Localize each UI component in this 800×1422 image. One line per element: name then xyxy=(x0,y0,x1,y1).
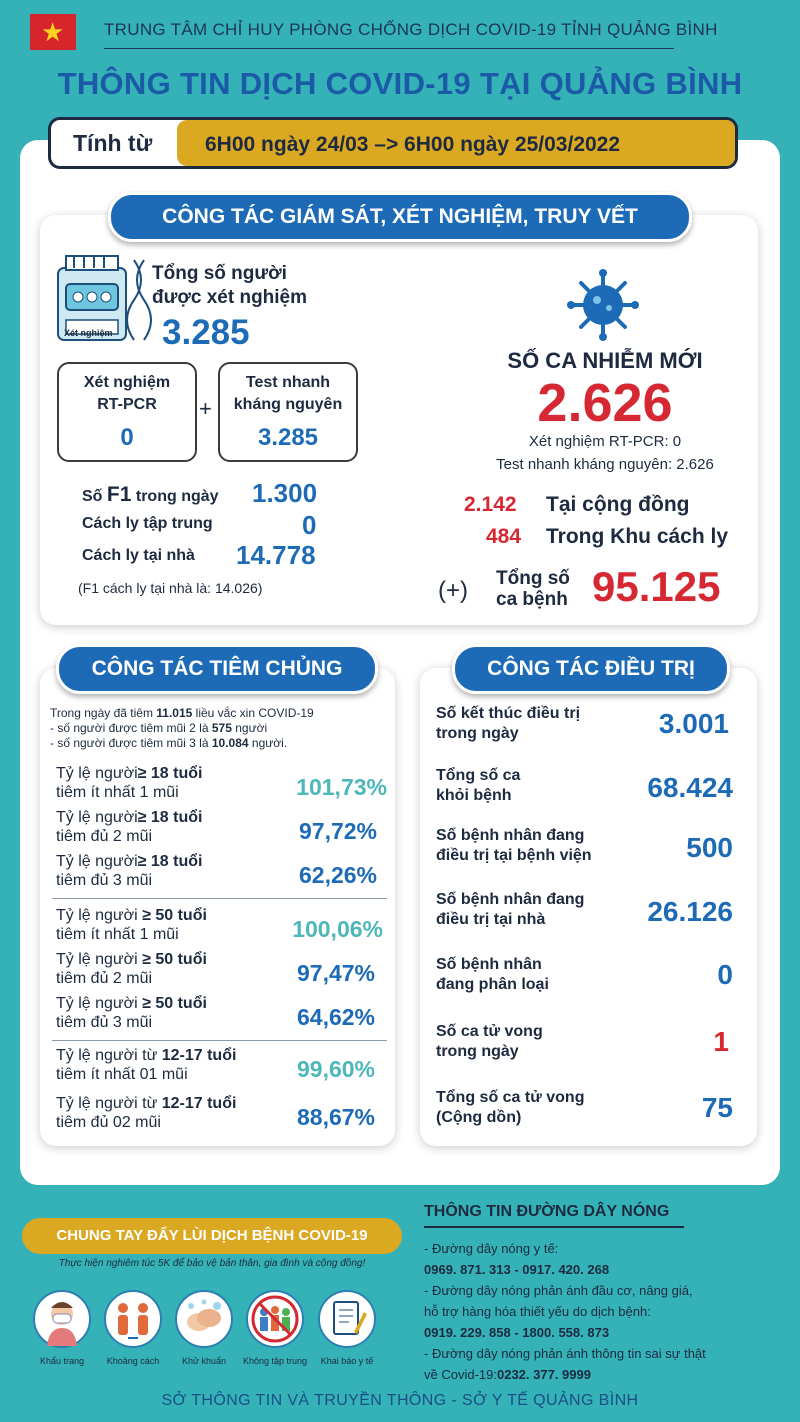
section-title-vaccination: CÔNG TÁC TIÊM CHỦNG xyxy=(56,644,378,694)
mask-icon xyxy=(33,1290,91,1348)
f1-value: 1.300 xyxy=(252,478,318,508)
page-title: THÔNG TIN DỊCH COVID-19 TẠI QUẢNG BÌNH xyxy=(57,66,743,101)
new-cases-rtpcr: Xét nghiệm RT-PCR: 0 xyxy=(528,433,682,450)
new-cases-antigen: Test nhanh kháng nguyên: 2.626 xyxy=(496,456,714,473)
home-isolation-value: 14.778 xyxy=(236,540,316,570)
date-range-bar xyxy=(48,117,738,169)
community-label: Tại cộng đồng xyxy=(546,493,690,516)
total-plus: (+) xyxy=(438,577,468,604)
divider xyxy=(104,48,674,49)
antigen-value: 3.285 xyxy=(257,424,319,451)
new-cases-label: SỐ CA NHIỄM MỚI xyxy=(507,348,703,373)
campaign-item-label: Khai báo y tế xyxy=(320,1356,374,1366)
f1-label: Số F1 trong ngày xyxy=(82,483,219,506)
new-cases-value: 2.626 xyxy=(537,373,673,433)
hotline-info: - Đường dây nóng y tế: 0969. 871. 313 - 0917. 420. 268 - Đường dây nóng phản ánh đầu cơ, nâng giá, hỗ trợ hàng hóa thiết yếu do dịch bệnh: 0919. 229. 858 - 1800. 558. 873 - Đường dây nóng phản ánh thông tin sai sự thật về Covid-19:0232. 377. 9999 xyxy=(424,1241,706,1382)
section-title-treatment: CÔNG TÁC ĐIỀU TRỊ xyxy=(452,644,730,694)
divider xyxy=(52,1040,387,1041)
health-declaration-icon xyxy=(318,1290,376,1348)
section-title-surveillance: CÔNG TÁC GIÁM SÁT, XÉT NGHIỆM, TRUY VẾT xyxy=(108,192,692,242)
divider xyxy=(52,898,387,899)
community-value: 2.142 xyxy=(464,493,517,516)
campaign-item-label: Khẩu trang xyxy=(39,1356,85,1366)
footer: SỞ THÔNG TIN VÀ TRUYỀN THÔNG - SỞ Y TẾ QUẢNG BÌNH xyxy=(161,1392,639,1409)
quarantine-center-label: Cách ly tập trung xyxy=(82,515,213,532)
quarantine-center-value: 0 xyxy=(302,510,317,540)
date-label: Tính từ xyxy=(73,130,153,156)
tested-value: 3.285 xyxy=(162,313,250,352)
handwash-icon xyxy=(175,1290,233,1348)
campaign-item-label: Không tập trung xyxy=(242,1356,308,1366)
hotline-title: THÔNG TIN ĐƯỜNG DÂY NÓNG xyxy=(424,1203,670,1220)
tested-label: Tổng số người được xét nghiệm xyxy=(152,263,308,308)
vaccination-intro: Trong ngày đã tiêm 11.015 liều vắc xin COVID-19 - số người được tiêm mũi 2 là 575 người - số người được tiêm mũi 3 là 10.084 người. xyxy=(50,706,314,750)
machine-label: Xét nghiệm xyxy=(64,328,113,338)
total-label: Tổng số ca bệnh xyxy=(496,568,570,610)
rtpcr-box: Xét nghiệm RT-PCR 0 xyxy=(57,362,197,462)
quarantine-label: Trong Khu cách ly xyxy=(546,525,729,548)
rtpcr-value: 0 xyxy=(120,424,134,451)
vietnam-flag-icon: ★ xyxy=(30,14,76,50)
total-value: 95.125 xyxy=(592,563,721,610)
distance-icon xyxy=(104,1290,162,1348)
date-range: 6H00 ngày 24/03 –> 6H00 ngày 25/03/2022 xyxy=(177,120,735,166)
campaign-item-label: Khử khuẩn xyxy=(181,1356,227,1366)
campaign-item-label: Khoảng cách xyxy=(106,1356,160,1366)
campaign-subtitle: Thực hiện nghiêm túc 5K để bảo vệ bản thân, gia đình và cộng đồng! xyxy=(58,1258,366,1269)
antigen-box: Test nhanh kháng nguyên 3.285 xyxy=(218,362,358,462)
campaign-title: CHUNG TAY ĐẨY LÙI DỊCH BỆNH COVID-19 xyxy=(22,1218,402,1254)
plus-sign: + xyxy=(199,396,212,421)
home-isolation-label: Cách ly tại nhà xyxy=(82,547,195,564)
f1-home-note: (F1 cách ly tại nhà là: 14.026) xyxy=(78,580,263,596)
organization-name: TRUNG TÂM CHỈ HUY PHÒNG CHỐNG DỊCH COVID-19 TỈNH QUẢNG BÌNH xyxy=(104,20,718,39)
divider xyxy=(424,1226,684,1228)
quarantine-value: 484 xyxy=(486,525,522,548)
virus-icon xyxy=(566,268,640,342)
no-gathering-icon xyxy=(246,1290,304,1348)
